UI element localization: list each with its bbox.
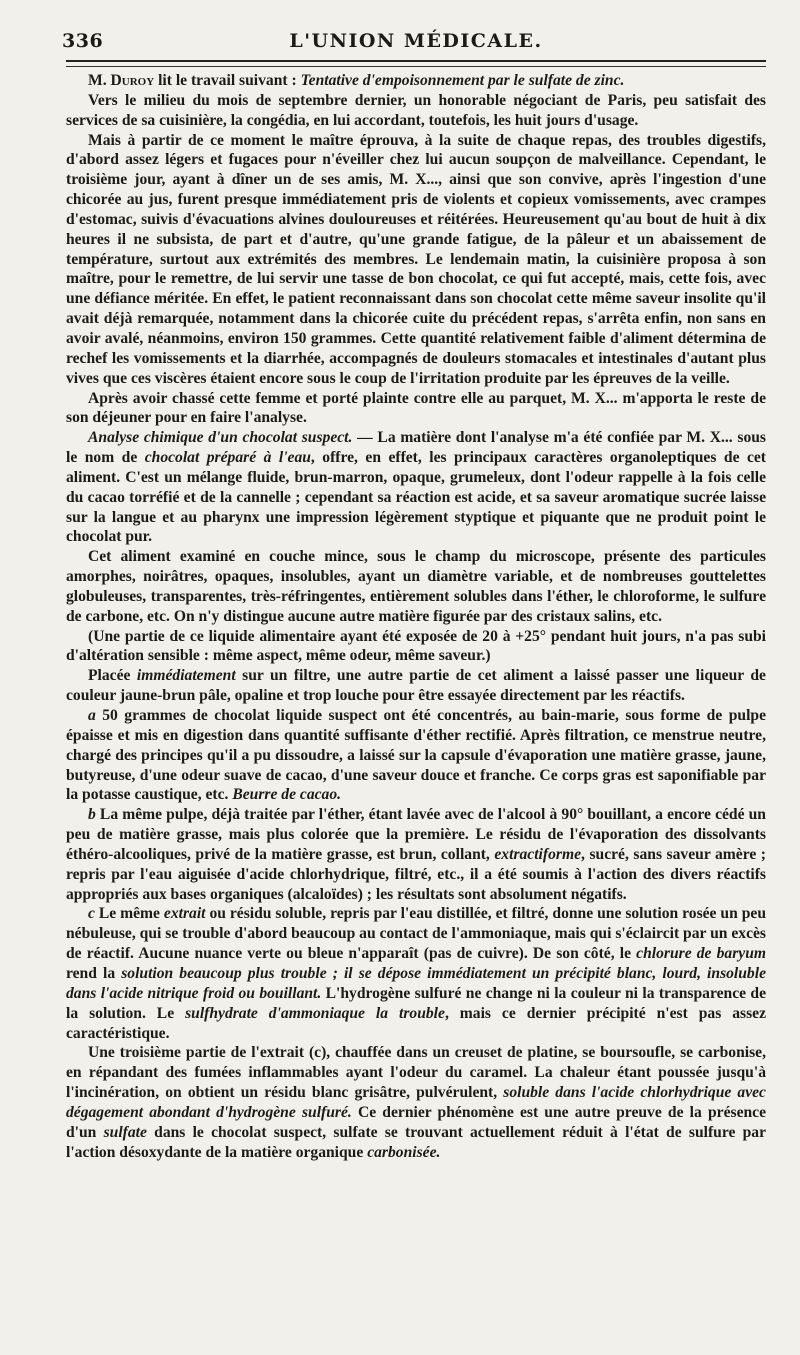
final-term: soluble dans l'acide chlorhydrique avec dégagement abondant d'hydrogène sulfuré. xyxy=(66,1084,766,1121)
paragraph: Vers le milieu du mois de septembre dernier, un honorable négociant de Paris, peu satisfait des services de sa cuisinière, la congédia, en lui accordant, toutefois, les huit jours d'usage. xyxy=(66,91,766,129)
step-a-paragraph xyxy=(66,706,766,805)
analysis-term: chocolat préparé à l'eau xyxy=(144,449,311,467)
filter-paragraph xyxy=(66,666,766,706)
step-term: extrait xyxy=(163,905,206,923)
intro-paragraph xyxy=(66,71,766,91)
final-text: Ce dernier phénomène est une autre preuve de la présence d'un xyxy=(66,1103,766,1141)
paragraph: Mais à partir de ce moment le maître éprouva, à la suite de chaque repas, des troubles digestifs, d'abord assez légers et fugaces pour n'éveiller chez lui aucun soupçon de malveillance. Cependant, le troisième jour, ayant à dîner un de ses amis, M. X..., ainsi que son convive, après l'ingestion d'une chicorée au jus, furent presque immédiatement pris de violents et copieux vomissements, avec crampes d'estomac, suivis d'évacuations alvines douloureuses et réitérées. Heureusement qu'au bout de huit à dix heures il ne subsista, de part et d'autre, qu'une grande fatigue, de la pâleur et un abaissement de température, surtout aux extrémités des membres. Le lendemain matin, la cuisinière proposa à son maître, pour le remettre, de lui servir une tasse de bon chocolat, ce qui fut accepté, mais, cette fois, avec une défiance méritée. En effet, le patient reconnaissant dans son chocolat cette même saveur insolite qu'il avait déjà remarquée, notamment dans la chicorée cuite du précédent repas, s'arrêta enfin, non sans en avoir avalé, néanmoins, environ 150 grammes. Cette quantité relativement faible d'aliment détermina de rechef les vomissements et la diarrhée, accompagnés de douleurs stomacales et intestinales d'autant plus vives que ces viscères étaient encore sous le coup de l'irritation produite par les épreuves de la veille. xyxy=(66,131,766,387)
analysis-text: — La matière dont l'analyse m'a été confiée par M. X... sous le nom de xyxy=(66,429,766,467)
step-c-paragraph xyxy=(66,904,766,1043)
microscope-paragraph: Cet aliment examiné en couche mince, sous le champ du microscope, présente des particules amorphes, noirâtres, opaques, insolubles, ayant un diamètre variable, et de nombreuses gouttelettes globuleuses, transparentes, très-réfringentes, entièrement solubles dans l'éther, le chloroforme, le sulfure de carbone, etc. On n'y distingue aucune autre matière figurée par des cristaux salins, etc. xyxy=(66,548,766,625)
filter-text: sur un filtre, une autre partie de cet aliment a laissé passer une liqueur de couleur jaune-brun pâle, opaline et trop louche pour être essayée directement par les réactifs. xyxy=(66,667,766,705)
article-title: Tentative d'empoisonnement par le sulfate de zinc. xyxy=(300,72,625,89)
step-term: extractiforme xyxy=(494,845,582,863)
step-term: chlorure de baryum xyxy=(636,945,766,963)
final-text: Une troisième partie de l'extrait (c), chauffée dans un creuset de platine, se boursoufle, se carbonise, en répandant des fumées inflammables ayant l'odeur du caramel. La chaleur étant poussée jusqu'à l'incinération, on obtient un résidu blanc grisâtre, pulvérulent, xyxy=(66,1044,766,1102)
step-letter: a xyxy=(88,707,96,724)
header-rule xyxy=(66,66,766,67)
intro-text: lit le travail suivant : xyxy=(154,72,301,89)
step-letter: b xyxy=(88,806,96,824)
page-number: 336 xyxy=(62,30,104,52)
step-text: ou résidu soluble, repris par l'eau distillée, et filtré, donne une solution rosée un peu nébuleuse, qui se trouble d'abord beaucoup au contact de l'ammoniaque, mais qui s'éclaircit par un excès de réactif. Aucune nuance verte ou bleue n'apparaît (pas de cuivre). De son côté, le xyxy=(66,905,766,963)
analysis-text: , offre, en effet, les principaux caractères organoleptiques de cet aliment. C'est un mélange fluide, brun-marron, opaque, grumeleux, dont l'odeur rappelle à la fois celle du cacao torréfié et de la cannelle ; cependant sa réaction est acide, et sa saveur aromatique sucrée laisse sur la langue et au pharynx une impression légèrement styptique et piquante que ne produit point le chocolat pur. xyxy=(66,449,766,546)
step-letter: c xyxy=(88,905,95,923)
step-text: , mais ce dernier précipité n'est pas assez caractéristique. xyxy=(66,1004,766,1042)
paragraph: Après avoir chassé cette femme et porté plainte contre elle au parquet, M. X... m'apporta le reste de son déjeuner pour en faire l'analyse. xyxy=(66,389,766,427)
analysis-heading: Analyse chimique d'un chocolat suspect. xyxy=(88,429,353,447)
step-b-paragraph xyxy=(66,805,766,904)
parenthetical-paragraph: (Une partie de ce liquide alimentaire ayant été exposée de 20 à +25° pendant huit jours, n'a pas subi d'altération sensible : même aspect, même odeur, même saveur.) xyxy=(66,627,766,665)
final-term: sulfate xyxy=(103,1123,147,1141)
step-text: 50 grammes de chocolat liquide suspect ont été concentrés, au bain-marie, sous forme de pulpe épaisse et mis en digestion dans quantité suffisante d'éther rectifié. Après filtration, ce menstrue neutre, chargé des principes qu'il a pu dissoudre, a laissé sur la capsule d'évaporation une matière grasse, jaune, butyreuse, d'une odeur suave de cacao, d'une saveur douce et franche. Ce corps gras est saponifiable par la potasse caustique, etc. xyxy=(66,707,766,804)
step-text: L'hydrogène sulfuré ne change ni la couleur ni la transparence de la solution. Le xyxy=(66,984,766,1022)
analysis-paragraph xyxy=(66,428,766,547)
final-term: carbonisée. xyxy=(367,1143,441,1161)
final-text: dans le chocolat suspect, sulfate se trouvant actuellement réduit à l'état de sulfure par l'action désoxydante de la matière organique xyxy=(66,1123,767,1161)
step-text: , sucré, sans saveur amère ; repris par l'eau aiguisée d'acide chlorhydrique, filtré, etc., il a été soumis à l'action des divers réactifs appropriés aux bases organiques (alcaloïdes) ; les résultats sont absolument négatifs. xyxy=(66,845,767,903)
article-body xyxy=(66,71,766,1162)
step-term: solution beaucoup plus trouble ; il se dépose immédiatement un précipité blanc, lourd, insoluble dans l'acide nitrique froid ou bouillant. xyxy=(66,964,766,1002)
final-paragraph xyxy=(66,1043,766,1162)
filter-text: Placée xyxy=(88,667,137,685)
filter-term: immédiatement xyxy=(136,667,236,685)
running-title: L'UNION MÉDICALE. xyxy=(289,30,543,52)
step-text: rend la xyxy=(66,964,122,982)
step-text: La même pulpe, déjà traitée par l'éther, étant lavée avec de l'alcool à 90° bouillant, a encore cédé un peu de matière grasse, mais plus colorée que la première. Le résidu de l'évaporation des dissolvants éthéro-alcooliques, privé de la matière grasse, est brun, collant, xyxy=(66,806,766,863)
step-text: Le même xyxy=(94,905,164,923)
step-result: Beurre de cacao. xyxy=(232,786,342,804)
page-header xyxy=(62,26,766,62)
speaker-name: M. Duroy xyxy=(88,72,155,89)
step-term: sulfhydrate d'ammoniaque la trouble xyxy=(185,1004,445,1022)
